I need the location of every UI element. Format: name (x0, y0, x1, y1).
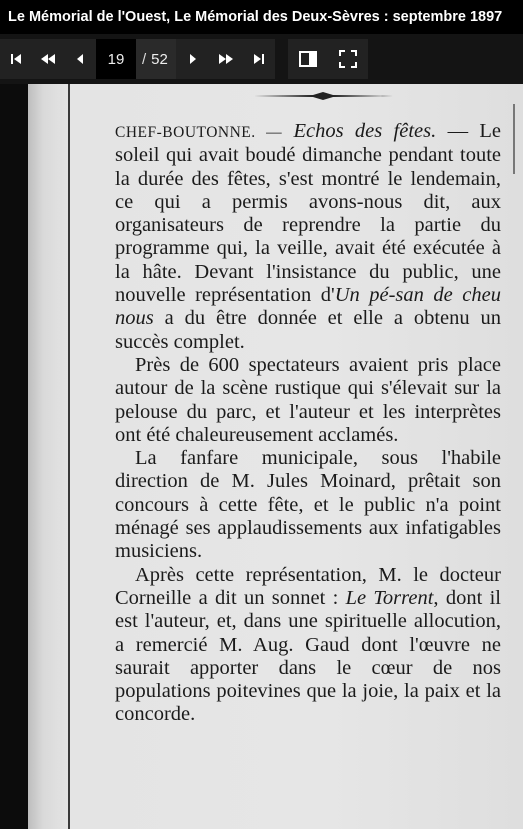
previous-page-button[interactable] (64, 39, 96, 79)
side-panel-button[interactable] (292, 39, 325, 79)
fast-forward-button[interactable] (209, 39, 242, 79)
last-page-icon (253, 53, 265, 65)
previous-page-icon (75, 53, 85, 65)
fast-forward-icon (218, 53, 234, 65)
page-separator: / (142, 50, 147, 68)
window-title: Le Mémorial de l'Ouest, Le Mémorial des Deux-Sèvres : septembre 1897 (0, 0, 523, 34)
article-heading: CHEF-BOUTONNE. — (115, 124, 283, 141)
fullscreen-icon (339, 50, 357, 68)
article-text (115, 120, 501, 727)
nav-forward-group (176, 39, 275, 79)
total-pages: 52 (151, 50, 168, 68)
article-heading-italic: Echos des fêtes. (293, 120, 437, 142)
column-rule-left (68, 84, 70, 829)
page-indicator (96, 39, 176, 79)
newspaper-scan (28, 84, 523, 829)
paragraph-4-italic: Le Torrent (345, 586, 434, 609)
last-page-button[interactable] (242, 39, 275, 79)
article-paragraph-2: Près de 600 spectateurs avaient pris place autour de la scène rustique qui s'élevait sur la pelouse du parc, et l'auteur et les interprètes ont été chaleureusement acclamés. (115, 353, 501, 446)
article-paragraph-4 (115, 564, 501, 727)
rewind-icon (40, 53, 56, 65)
article-paragraph-1 (115, 120, 501, 354)
ornamental-divider (253, 90, 393, 102)
page-number-input[interactable] (96, 39, 136, 79)
side-panel-icon (299, 51, 317, 67)
fullscreen-button[interactable] (332, 39, 365, 79)
paragraph-1-text-a: — Le soleil qui avait boudé dimanche pendant toute la durée des fêtes, s'est montré le lendemain, ce qui a permis avons-nous dit, aux organisateurs de reprendre la partie du programme qui, la veille, avait été exécutée à la hâte. Devant l'insistance du public, une nouvelle représentation d' (115, 120, 501, 307)
paragraph-1-text-b: a du être donnée et elle a obtenu un succès complet. (115, 307, 501, 353)
next-page-icon (188, 53, 198, 65)
next-page-button[interactable] (176, 39, 209, 79)
view-options-group (288, 39, 368, 79)
first-page-button[interactable] (0, 39, 32, 79)
paragraph-4-text-b: , dont il est l'auteur, et, dans une spirituelle allocution, a remercié M. Aug. Gaud dont l'œuvre ne saurait apporter dans le cœur de nos populations poitevines que la joie, la paix et la concorde. (115, 586, 501, 726)
document-viewer[interactable] (0, 84, 523, 829)
paragraph-1-italic: Un pé-san de cheu nous (115, 284, 501, 330)
column-rule-right (513, 104, 515, 174)
nav-back-group (0, 39, 96, 79)
rewind-button[interactable] (32, 39, 64, 79)
first-page-icon (10, 53, 22, 65)
paragraph-4-text-a: Après cette représentation, M. le docteur Corneille a dit un sonnet : (115, 563, 501, 609)
viewer-toolbar (0, 34, 523, 84)
article-paragraph-3: La fanfare municipale, sous l'habile direction de M. Jules Moinard, prêtait son concours à cette fête, et le public n'a point ménagé ses applaudissements aux infatigables musiciens. (115, 447, 501, 563)
